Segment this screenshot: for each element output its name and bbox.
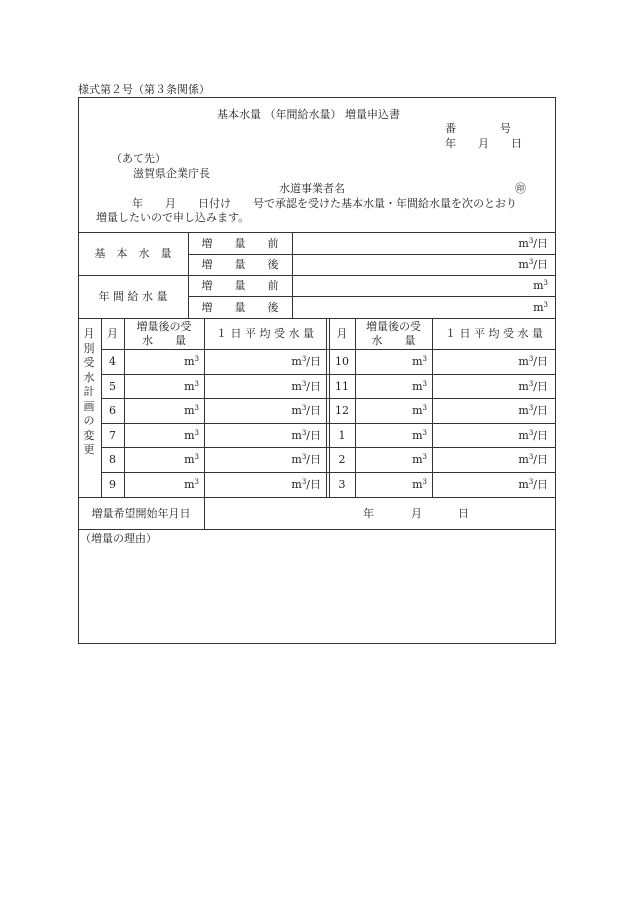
unit-sup: 3 [194,404,199,412]
daily-header-right: １ 日 平 均 受 水 量 [445,327,543,340]
basic-before-value[interactable] [518,237,548,250]
annual-volume-label: 年 間 給 水 量 [98,290,168,303]
daily-volume-input[interactable] [291,404,321,417]
unit-sup: 3 [194,478,199,486]
month-cell: 9 [109,478,116,491]
month-cell: 1 [338,429,346,442]
unit-per-day: /日 [533,237,548,250]
after-header-left-1: 増量後の受 [136,320,192,333]
month-cell: 3 [338,478,346,491]
annual-before-value[interactable] [533,279,548,292]
unit-m: m [412,429,423,442]
unit-m: m [518,429,529,442]
unit-sup: 3 [422,404,427,412]
reason-label: （増量の理由） [80,532,157,545]
unit-sup: 3 [528,258,534,266]
daily-volume-input[interactable] [291,429,321,442]
unit-m: m [518,380,529,393]
unit-sup: 3 [194,453,199,461]
unit-sup: 3 [528,237,534,245]
after-volume-input[interactable] [412,429,427,442]
unit-per-day: /日 [306,355,321,368]
unit-m: m [412,478,423,491]
after-volume-input[interactable] [184,478,199,491]
addressee-prefix: （あて先） [111,152,166,165]
after-header-left-2: 水 量 [142,334,186,347]
document-date-field[interactable]: 年 月 日 [445,137,522,150]
basic-volume-label: 基 本 水 量 [94,247,172,260]
unit-sup: 3 [422,478,427,486]
month-cell: 8 [109,453,116,466]
daily-volume-input[interactable] [518,453,548,466]
reason-text-area[interactable] [80,548,554,642]
start-date-day[interactable]: 日 [458,507,469,520]
unit-m: m [412,355,423,368]
vline-after-right [432,318,433,497]
unit-per-day: /日 [533,355,548,368]
unit-sup: 3 [301,453,307,461]
vline-basic-value [292,232,293,318]
after-header-right-1: 増量後の受 [366,320,421,333]
document-number-field[interactable]: 番 号 [445,122,511,135]
daily-volume-input[interactable] [518,478,548,491]
unit-m: m [291,453,302,466]
month-cell: 7 [109,429,116,442]
unit-m: m [291,355,302,368]
unit-sup: 3 [528,380,534,388]
unit-m: m [291,404,302,417]
annual-before-label: 増 量 前 [201,279,279,292]
unit-per-day: /日 [306,478,321,491]
month-header-right: 月 [336,327,348,340]
daily-volume-input[interactable] [518,429,548,442]
daily-volume-input[interactable] [518,380,548,393]
unit-m: m [518,258,529,271]
unit-sup: 3 [301,404,307,412]
after-volume-input[interactable] [412,355,427,368]
unit-m: m [184,380,195,393]
divider-annual-mid [188,296,556,297]
applicant-name-label: 水道事業者名 [279,182,345,195]
unit-per-day: /日 [533,380,548,393]
unit-sup: 3 [194,380,199,388]
unit-sup: 3 [528,355,534,363]
unit-sup: 3 [422,429,427,437]
unit-per-day: /日 [306,404,321,417]
unit-m: m [184,355,195,368]
month-cell: 6 [109,404,116,417]
month-cell: 11 [335,380,349,393]
after-volume-input[interactable] [184,380,199,393]
divider-basic-annual [78,275,556,276]
seal-mark: ㊞ [515,182,526,195]
form-number-label: 様式第２号（第３条関係） [78,83,210,96]
unit-per-day: /日 [306,380,321,393]
start-date-year[interactable]: 年 [363,507,374,520]
start-date-month[interactable]: 月 [411,507,422,520]
unit-m: m [518,404,529,417]
daily-header-left: １ 日 平 均 受 水 量 [216,327,314,340]
divider-monthly-start [78,497,556,498]
daily-volume-input[interactable] [518,355,548,368]
unit-sup: 3 [528,404,534,412]
month-cell: 4 [109,355,116,368]
month-cell: 5 [109,380,116,393]
unit-m: m [412,453,423,466]
basic-after-label: 増 量 後 [201,258,279,271]
unit-per-day: /日 [533,429,548,442]
unit-m: m [184,478,195,491]
unit-m: m [533,301,544,314]
unit-m: m [518,453,529,466]
divider-header [78,232,556,233]
annual-after-label: 増 量 後 [201,301,279,314]
unit-sup: 3 [301,355,307,363]
basic-before-label: 増 量 前 [201,237,279,250]
daily-volume-input[interactable] [291,355,321,368]
unit-m: m [518,355,529,368]
month-cell: 2 [338,453,346,466]
after-header-right-2: 水 量 [371,334,416,347]
unit-sup: 3 [543,279,548,287]
unit-sup: 3 [528,478,534,486]
start-date-label: 増量希望開始年月日 [91,507,191,520]
daily-volume-input[interactable] [518,404,548,417]
unit-m: m [412,380,423,393]
daily-volume-input[interactable] [291,478,321,491]
unit-m: m [184,429,195,442]
unit-per-day: /日 [533,404,548,417]
after-volume-input[interactable] [184,429,199,442]
unit-m: m [184,404,195,417]
after-volume-input[interactable] [412,380,427,393]
divider-annual-monthly [78,318,556,319]
unit-sup: 3 [194,429,199,437]
unit-per-day: /日 [306,429,321,442]
month-cell: 12 [335,404,349,417]
unit-m: m [518,237,529,250]
vline-center-a [326,318,327,497]
unit-sup: 3 [528,429,534,437]
after-volume-input[interactable] [412,453,427,466]
unit-per-day: /日 [306,453,321,466]
month-cell: 10 [335,355,349,368]
unit-m: m [184,453,195,466]
unit-m: m [518,478,529,491]
unit-sup: 3 [422,355,427,363]
month-header-left: 月 [107,327,118,340]
unit-sup: 3 [194,355,199,363]
vline-after-left [204,318,205,529]
unit-sup: 3 [528,453,534,461]
daily-volume-input[interactable] [291,380,321,393]
after-volume-input[interactable] [184,355,199,368]
form-title: 基本水量 （年間給水量） 増量申込書 [217,108,400,121]
unit-m: m [291,429,302,442]
after-volume-input[interactable] [184,404,199,417]
unit-sup: 3 [301,429,307,437]
unit-per-day: /日 [533,258,548,271]
addressee-name: 滋賀県企業庁長 [133,167,210,180]
body-text-line-2: 増量したいので申し込みます。 [96,211,250,224]
annual-after-value[interactable] [533,301,548,314]
unit-m: m [412,404,423,417]
unit-m: m [291,478,302,491]
daily-volume-input[interactable] [291,453,321,466]
unit-sup: 3 [422,453,427,461]
unit-sup: 3 [422,380,427,388]
after-volume-input[interactable] [412,478,427,491]
divider-start-reason [78,529,556,530]
after-volume-input[interactable] [184,453,199,466]
unit-m: m [533,279,544,292]
unit-sup: 3 [301,380,307,388]
unit-per-day: /日 [533,453,548,466]
unit-m: m [291,380,302,393]
basic-after-value[interactable] [518,258,548,271]
after-volume-input[interactable] [412,404,427,417]
unit-sup: 3 [543,301,548,309]
monthly-plan-vertical-label: 月別受水計画の変更 [83,327,95,456]
unit-per-day: /日 [533,478,548,491]
body-text-line-1: 年 月 日付け 号で承認を受けた基本水量・年間給水量を次のとおり [132,197,517,210]
divider-basic-mid [188,254,556,255]
unit-sup: 3 [301,478,307,486]
